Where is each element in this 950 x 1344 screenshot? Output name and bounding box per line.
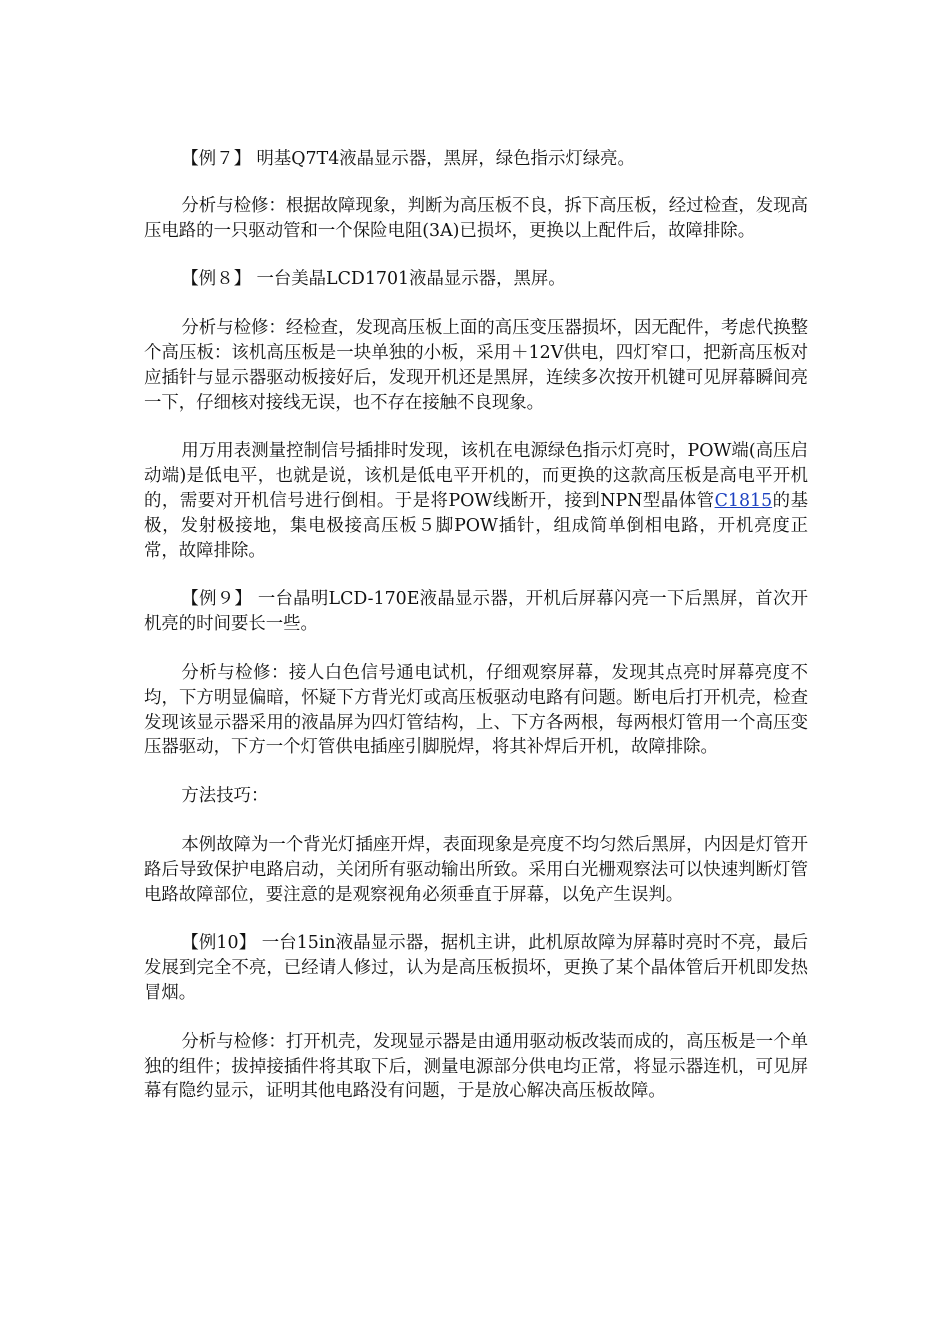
article-body <box>144 147 808 1128</box>
example-10-heading: 【例10】 一台15in液晶显示器，据机主讲，此机原故障为屏幕时亮时不亮，最后发展到完全不亮，已经请人修过，认为是高压板损坏，更换了某个晶体管后开机即发热冒烟。 <box>144 933 808 1003</box>
example-9-heading: 【例９】 一台晶明LCD-170E液晶显示器，开机后屏幕闪亮一下后黑屏，首次开机亮的时间要长一些。 <box>144 589 808 635</box>
example-7-analysis: 分析与检修：根据故障现象，判断为高压板不良，拆下高压板，经过检查，发现高压电路的一只驱动管和一个保险电阻(3A)已损坏，更换以上配件后，故障排除。 <box>144 195 808 241</box>
example-10-analysis: 分析与检修：打开机壳，发现显示器是由通用驱动板改装而成的，高压板是一个单独的组件；拔掉接插件将其取下后，测量电源部分供电均正常，将显示器连机，可见屏幕有隐约显示，证明其他电路没有问题，于是放心解决高压板故障。 <box>144 1031 808 1102</box>
example-8-measurement <box>144 439 808 563</box>
method-tips-heading: 方法技巧： <box>181 786 269 807</box>
example-8-heading: 【例８】 一台美晶LCD1701液晶显示器，黑屏。 <box>181 269 566 290</box>
example-9-analysis: 分析与检修：接人白色信号通电试机，仔细观察屏幕，发现其点亮时屏幕亮度不均，下方明显偏暗，怀疑下方背光灯或高压板驱动电路有问题。断电后打开机壳，检查发现该显示器采用的液晶屏为四灯管结构，上、下方各两根，每两根灯管用一个高压变压器驱动，下方一个灯管供电插座引脚脱焊，将其补焊后开机，故障排除。 <box>144 662 808 758</box>
c1815-link[interactable]: C1815 <box>714 490 773 511</box>
example-7-heading: 【例７】 明基Q7T4液晶显示器，黑屏，绿色指示灯绿亮。 <box>181 149 635 169</box>
method-tips-text: 本例故障为一个背光灯插座开焊，表面现象是亮度不均匀然后黑屏，内因是灯管开路后导致保护电路启动，关闭所有驱动输出所致。采用白光栅观察法可以快速判断灯管电路故障部位，要注意的是观察视角必须垂直于屏幕，以免产生误判。 <box>144 834 808 905</box>
example-8-analysis: 分析与检修：经检查，发现高压板上面的高压变压器损坏，因无配件，考虑代换整个高压板：该机高压板是一块单独的小板，采用＋12V供电，四灯窄口，把新高压板对应插针与显示器驱动板接好后，发现开机还是黑屏，连续多次按开机键可见屏幕瞬间亮一下，仔细核对接线无误，也不存在接触不良现象。 <box>144 318 808 413</box>
measurement-text-before: 用万用表测量控制信号插排时发现，该机在电源绿色指示灯亮时，POW端(高压启动端)是低电平，也就是说，该机是低电平开机的，而更换的这款高压板是高电平开机的，需要对开机信号进行倒相。于是将POW线断开，接到NPN型晶体管 <box>144 441 808 511</box>
measurement-text-after: 的基极，发射极接地，集电极接高压板５脚POW插针，组成简单倒相电路，开机亮度正常，故障排除。 <box>144 490 808 561</box>
